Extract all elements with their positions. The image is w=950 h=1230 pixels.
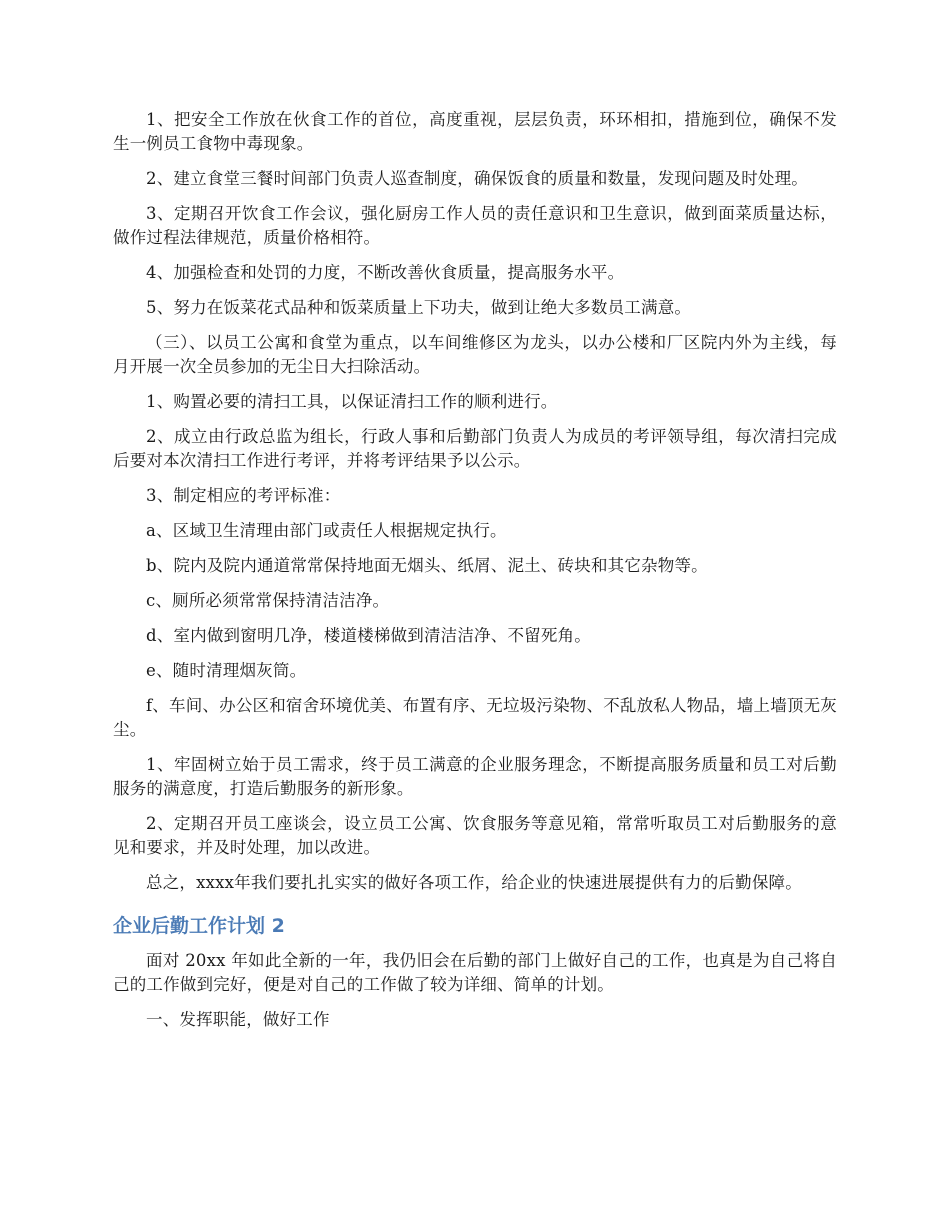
paragraph-1: 1、把安全工作放在伙食工作的首位，高度重视，层层负责，环环相扣，措施到位，确保不发生一例员工食物中毒现象。 — [113, 110, 837, 153]
paragraph-item-e: e、随时清理烟灰筒。 — [146, 661, 307, 680]
paragraph-intro: 面对 20xx 年如此全新的一年，我仍旧会在后勤的部门上做好自己的工作，也真是为自己将自己的工作做到完好，便是对自己的工作做了较为详细、简单的计划。 — [113, 951, 837, 994]
paragraph-2: 2、建立食堂三餐时间部门负责人巡查制度，确保饭食的质量和数量，发现问题及时处理。 — [146, 169, 808, 188]
paragraph-summary: 总之，xxxx年我们要扎扎实实的做好各项工作，给企业的快速进展提供有力的后勤保障。 — [146, 873, 802, 892]
paragraph-7: 1、购置必要的清扫工具，以保证清扫工作的顺利进行。 — [146, 392, 558, 411]
paragraph-3: 3、定期召开饮食工作会议，强化厨房工作人员的责任意识和卫生意识，做到面菜质量达标，做作过程法律规范，质量价格相符。 — [113, 204, 837, 247]
paragraph-item-a: a、区域卫生清理由部门或责任人根据规定执行。 — [146, 521, 507, 540]
paragraph-section-3: （三）、以员工公寓和食堂为重点，以车间维修区为龙头，以办公楼和厂区院内外为主线，每月开展一次全员参加的无尘日大扫除活动。 — [113, 333, 837, 376]
paragraph-17: 2、定期召开员工座谈会，设立员工公寓、饮食服务等意见箱，常常听取员工对后勤服务的意见和要求，并及时处理，加以改进。 — [113, 814, 837, 857]
section-heading: 企业后勤工作计划 2 — [113, 915, 285, 937]
paragraph-8: 2、成立由行政总监为组长，行政人事和后勤部门负责人为成员的考评领导组，每次清扫完成后要对本次清扫工作进行考评，并将考评结果予以公示。 — [113, 427, 837, 470]
paragraph-item-f: f、车间、办公区和宿舍环境优美、布置有序、无垃圾污染物、不乱放私人物品，墙上墙顶无灰尘。 — [113, 696, 838, 739]
paragraph-16: 1、牢固树立始于员工需求，终于员工满意的企业服务理念，不断提高服务质量和员工对后勤服务的满意度，打造后勤服务的新形象。 — [113, 755, 837, 798]
paragraph-5: 5、努力在饭菜花式品种和饭菜质量上下功夫，做到让绝大多数员工满意。 — [146, 298, 692, 317]
document-page — [113, 108, 837, 1043]
paragraph-4: 4、加强检查和处罚的力度，不断改善伙食质量，提高服务水平。 — [146, 263, 625, 282]
paragraph-9: 3、制定相应的考评标准： — [146, 486, 341, 505]
paragraph-subheading: 一、发挥职能，做好工作 — [146, 1010, 330, 1029]
paragraph-item-c: c、厕所必须常常保持清洁洁净。 — [146, 591, 390, 610]
paragraph-item-d: d、室内做到窗明几净，楼道楼梯做到清洁洁净、不留死角。 — [146, 626, 591, 645]
paragraph-item-b: b、院内及院内通道常常保持地面无烟头、纸屑、泥土、砖块和其它杂物等。 — [146, 556, 708, 575]
